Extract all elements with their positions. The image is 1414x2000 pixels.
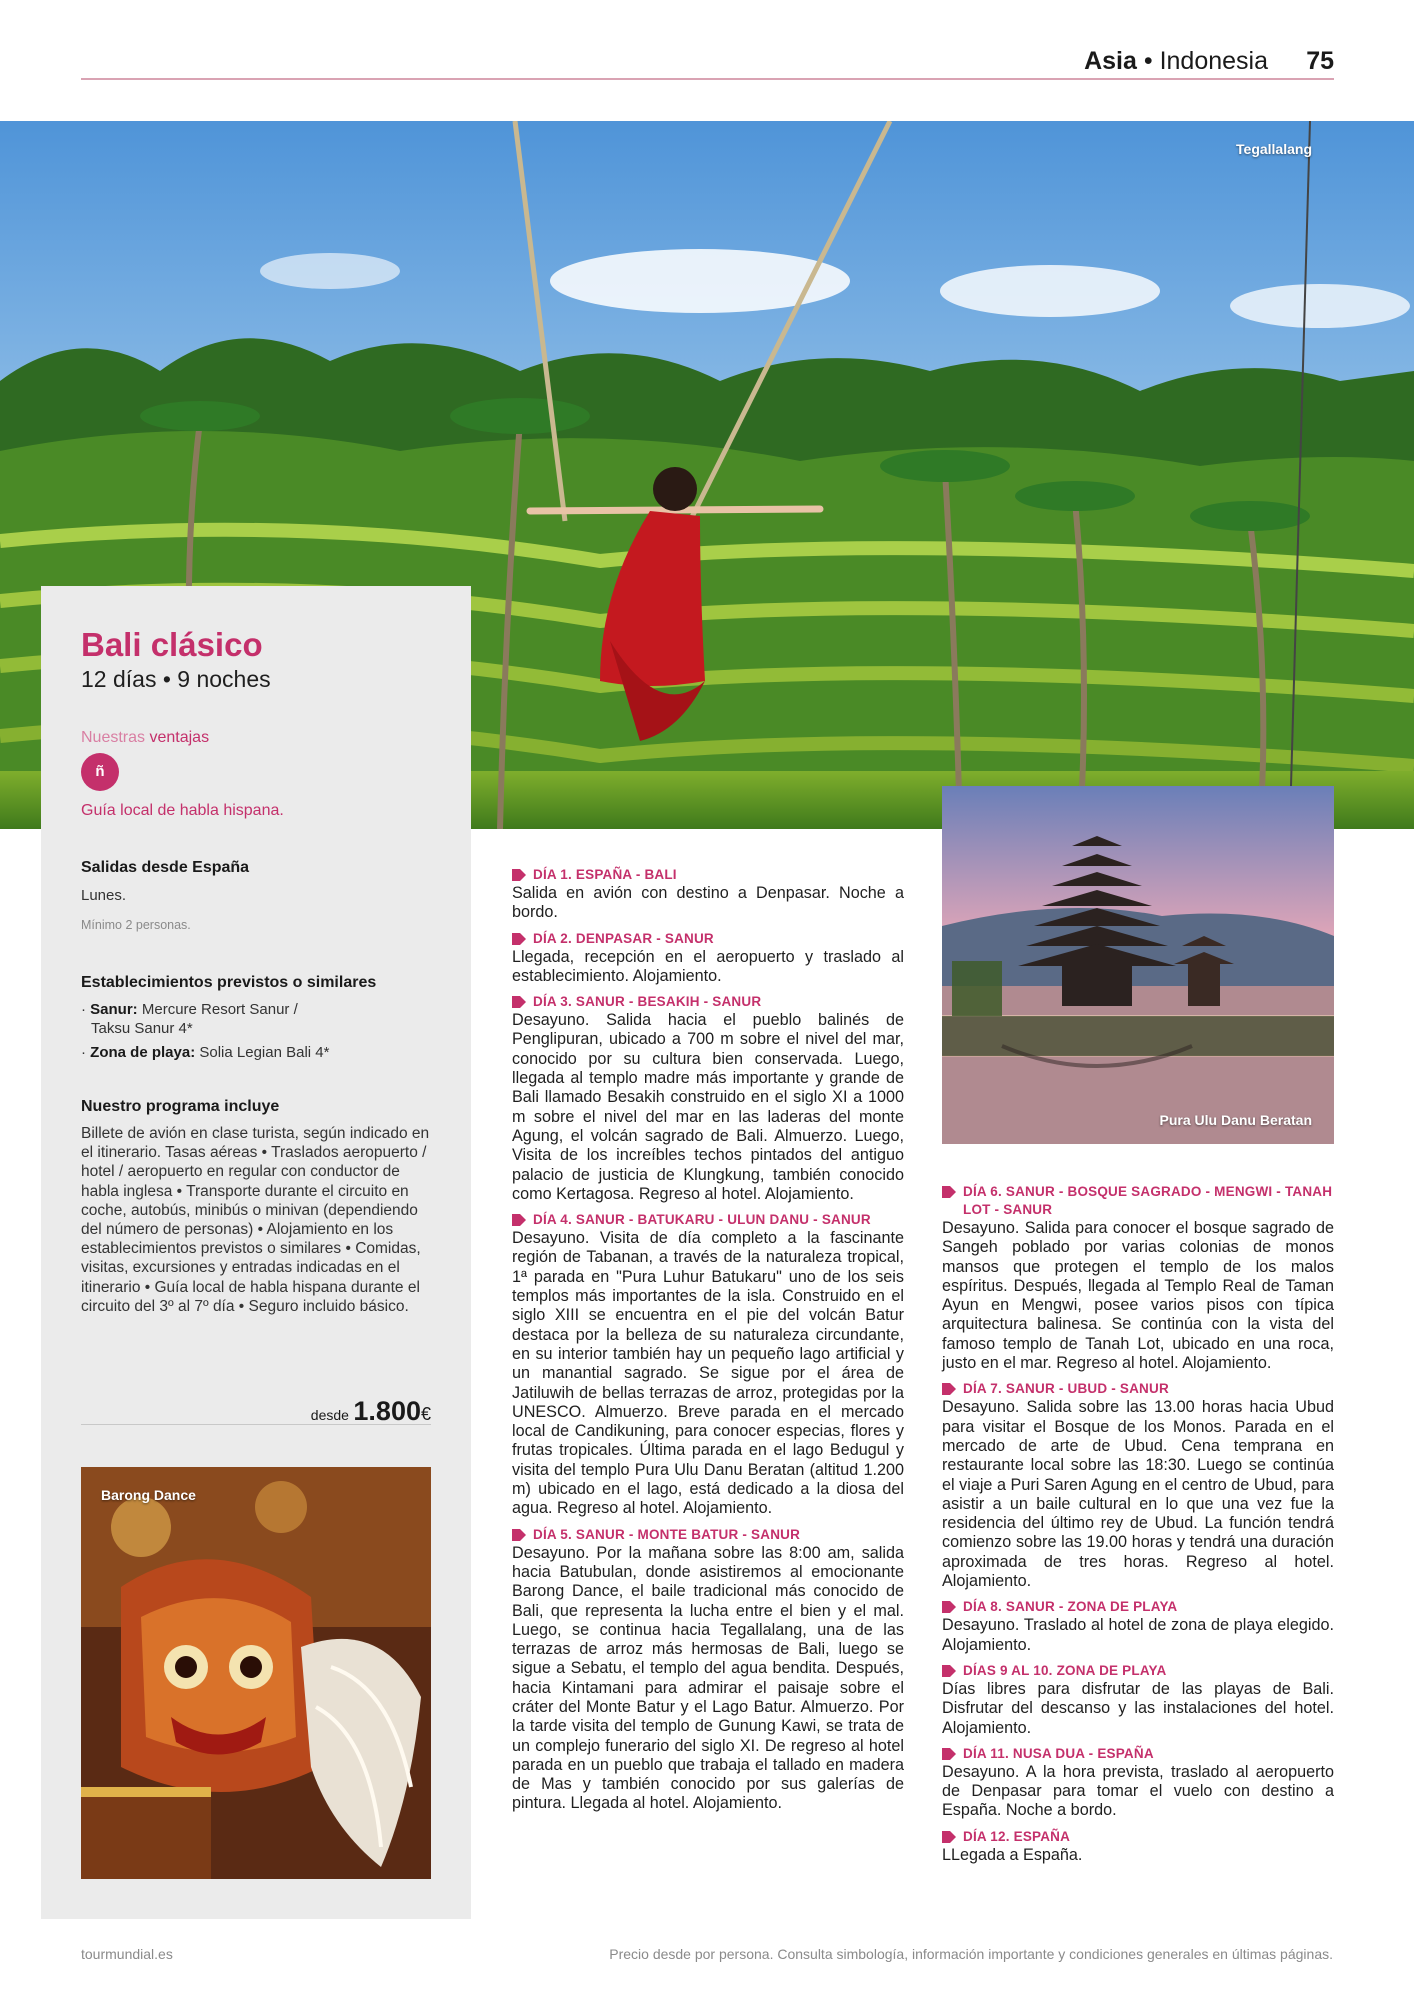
departures-heading: Salidas desde España (81, 859, 250, 876)
day-title-text: DÍA 7. SANUR - UBUD - SANUR (963, 1381, 1169, 1397)
hotel-sanur-value: Mercure Resort Sanur / (141, 1001, 298, 1018)
day-title (942, 1380, 1334, 1398)
day-text: Desayuno. A la hora prevista, traslado al aeropuerto de Denpasar para tomar el vuelo con destino a España. Noche a bordo. (942, 1762, 1334, 1820)
advantages-heading-light: Nuestras (81, 729, 146, 746)
day-text: Desayuno. Salida hacia el pueblo balinés de Penglipuran, ubicado a 700 m sobre el nivel del mar, conocido por su cultura bien conservada. Luego, llegada al templo madre más importante y grande de Bali llamado Besakih construido en el siglo XI a 1000 m sobre el nivel del mar en las laderas del monte Agung, el volcán sagrado de Bali. Almuerzo. Luego, Visita de los increíbles techos pintados del antiguo palacio de justicia de Klungkung, también conocido como Kertagosa. Regreso al hotel. Alojamiento. (512, 1011, 904, 1203)
price-currency: € (420, 1404, 431, 1424)
itinerary-column-1 (512, 866, 904, 1821)
footer-site-link[interactable]: tourmundial.es (81, 1946, 173, 1962)
itinerary-day (512, 1211, 904, 1518)
day-title-text: DÍA 12. ESPAÑA (963, 1828, 1071, 1844)
footer-note: Precio desde por persona. Consulta simbología, información importante y condiciones generales en últimas páginas. (609, 1946, 1333, 1962)
day-arrow-icon (942, 1831, 956, 1843)
barong-dance-photo (81, 1467, 431, 1879)
breadcrumb (1084, 46, 1268, 76)
itinerary-day (942, 1183, 1334, 1373)
day-title-text: DÍAS 9 AL 10. ZONA DE PLAYA (963, 1662, 1167, 1678)
hotel-beach: · Zona de playa: Solia Legian Bali 4* (81, 1044, 330, 1061)
page-number: 75 (1306, 47, 1334, 75)
day-arrow-icon (942, 1665, 956, 1677)
day-title (512, 993, 904, 1011)
day-arrow-icon (942, 1383, 956, 1395)
tour-summary-panel (41, 586, 471, 1919)
itinerary-day (942, 1745, 1334, 1821)
itinerary-day (512, 930, 904, 987)
itinerary-day (512, 866, 904, 923)
day-title (942, 1828, 1334, 1846)
advantage-text: Guía local de habla hispana. (81, 802, 284, 819)
day-title (942, 1183, 1334, 1219)
hotel-sanur-label: Sanur: (90, 1001, 138, 1018)
day-title (512, 866, 904, 884)
day-text: Desayuno. Visita de día completo a la fascinante región de Tabanan, a través de la naturaleza tropical, 1ª parada en "Pura Luhur Batukaru" uno de los seis templos más importantes de la isla. Construido en el siglo XIII se encuentra en el pie del volcán Batur destaca por la belleza de su naturaleza circundante, en su interior también hay un pequeño lago artificial y un manantial sagrado. Se sigue por el área de Jatiluwih de bellas terrazas de arroz, protegidas por la UNESCO. Almuerzo. Breve parada en el mercado local de Candikuning, para conocer especias, flores y frutas tropicales. Última parada en el lago Bedugul y visita del templo Pura Ulu Danu Beratan (altitud 1.200 m) ubicado en el lago, está dedicado a la diosa del agua. Regreso al hotel. Alojamiento. (512, 1229, 904, 1518)
day-arrow-icon (942, 1748, 956, 1760)
price-block (311, 1396, 431, 1427)
pura-illustration (942, 786, 1334, 1144)
day-arrow-icon (512, 1214, 526, 1226)
departures-minimum: Mínimo 2 personas. (81, 918, 191, 932)
day-text: Desayuno. Salida para conocer el bosque sagrado de Sangeh poblado por varias colonias de monos mansos que protegen el templo de los malos espíritus. Después, llegada al Templo Real de Taman Ayun en Mengwi, posee varios pisos con típica arquitectura balinesa. Se continúa con la vista del famoso templo de Tanah Lot, ubicado en una roca, justo en el mar. Regreso al hotel. Alojamiento. (942, 1219, 1334, 1373)
breadcrumb-separator: • (1143, 47, 1153, 75)
departures-day: Lunes. (81, 887, 127, 904)
region-label: Asia (1084, 47, 1137, 75)
spanish-guide-icon: ñ (81, 753, 119, 791)
price-divider (81, 1424, 431, 1425)
day-title (942, 1662, 1334, 1680)
tour-duration: 12 días • 9 noches (81, 666, 271, 692)
day-text: Llegada, recepción en el aeropuerto y traslado al establecimiento. Alojamiento. (512, 947, 904, 985)
itinerary-day (512, 993, 904, 1204)
barong-illustration (81, 1467, 431, 1879)
itinerary-day (942, 1598, 1334, 1655)
pura-photo-label: Pura Ulu Danu Beratan (1159, 1112, 1312, 1128)
day-text: Días libres para disfrutar de las playas de Bali. Disfrutar del descanso y las instalaciones del hotel. Alojamiento. (942, 1679, 1334, 1737)
day-title-text: DÍA 1. ESPAÑA - BALI (533, 867, 677, 882)
day-title (942, 1598, 1334, 1616)
itinerary-day (512, 1526, 904, 1814)
day-title-text: DÍA 6. SANUR - BOSQUE SAGRADO - MENGWI - TANAH LOT - SANUR (963, 1184, 1333, 1217)
itinerary-column-2 (942, 1183, 1334, 1872)
day-arrow-icon (512, 1529, 526, 1541)
hotel-sanur-alt: Taksu Sanur 4* (91, 1020, 193, 1037)
hotel-beach-label: Zona de playa: (90, 1044, 196, 1061)
day-title-text: DÍA 8. SANUR - ZONA DE PLAYA (963, 1599, 1178, 1615)
day-title-text: DÍA 5. SANUR - MONTE BATUR - SANUR (533, 1526, 801, 1542)
day-text: LLegada a España. (942, 1845, 1083, 1864)
includes-heading: Nuestro programa incluye (81, 1098, 280, 1115)
day-title-text: DÍA 3. SANUR - BESAKIH - SANUR (533, 994, 762, 1010)
price-value: 1.800 (353, 1396, 421, 1426)
day-text: Desayuno. Por la mañana sobre las 8:00 am, salida hacia Batubulan, donde asistiremos al emocionante Barong Dance, el baile tradicional más conocido de Bali, que representa la lucha entre el bien y el mal. Luego, se continua hacia Tegallalang, una de las terrazas de arroz más hermosas de Bali, luego se sigue a Sebatu, el templo del agua bendita. Después, hacia Kintamani para admirar el paisaje sobre el cráter del Monte Batur y el Lago Batur. Almuerzo. Por la tarde visita del templo de Gunung Kawi, se trata de un complejo funerario del siglo XI. De regreso al hotel parada en un pueblo que trabaja el tallado en madera de Mas y también conocido por sus galerías de pintura. Llegada al hotel. Alojamiento. (512, 1543, 904, 1813)
pura-ulu-danu-photo (942, 786, 1334, 1144)
day-arrow-icon (512, 996, 526, 1008)
itinerary-day (942, 1380, 1334, 1591)
day-title (942, 1745, 1334, 1763)
day-title-text: DÍA 2. DENPASAR - SANUR (533, 930, 714, 946)
tour-title: Bali clásico (81, 626, 263, 663)
day-title (512, 1211, 904, 1229)
itinerary-day (942, 1662, 1334, 1738)
day-arrow-icon (512, 869, 526, 881)
country-label: Indonesia (1159, 47, 1268, 75)
day-arrow-icon (512, 933, 526, 945)
day-text: Desayuno. Salida sobre las 13.00 horas hacia Ubud para visitar el Bosque de los Monos. Parada en el mercado de arte de Ubud. Cena temprana en restaurante local sobre las 18:30. Luego se continúa el viaje a Puri Saren Agung en el centro de Ubud, para asistir a un baile cultural en lo que una vez fue la residencia del último rey de Ubud. La función tendrá comienzo sobre las 19.00 horas y tendrá una duración aproximada de tres horas. Regreso al hotel. Alojamiento. (942, 1398, 1334, 1591)
advantages-heading (81, 729, 209, 747)
hero-photo-label: Tegallalang (1236, 141, 1312, 157)
day-arrow-icon (942, 1601, 956, 1613)
includes-text: Billete de avión en clase turista, según indicado en el itinerario. Tasas aéreas • Traslados aeropuerto / hotel / aeropuerto en regular con conductor de habla inglesa • Transporte durante el circuito en coche, autobús, minibús o minivan (dependiendo del número de personas) • Alojamiento en los establecimientos previstos o similares • Comidas, visitas, excursiones y entradas indicadas en el itinerario • Guía local de habla hispana durante el circuito del 3º al 7º día • Seguro incluido básico. (81, 1125, 430, 1315)
barong-photo-label: Barong Dance (101, 1487, 196, 1503)
hotels-heading: Establecimientos previstos o similares (81, 974, 377, 991)
advantages-heading-bold: ventajas (149, 729, 210, 746)
day-title-text: DÍA 11. NUSA DUA - ESPAÑA (963, 1745, 1154, 1761)
hotel-sanur: · Sanur: Mercure Resort Sanur / (81, 1001, 298, 1018)
day-text: Salida en avión con destino a Denpasar. Noche a bordo. (512, 884, 904, 922)
itinerary-day (942, 1828, 1334, 1865)
day-arrow-icon (942, 1186, 956, 1198)
day-title (512, 1526, 904, 1544)
page-header (81, 46, 1334, 80)
day-title (512, 930, 904, 948)
hotel-beach-value: Solia Legian Bali 4* (199, 1044, 330, 1061)
day-title-text: DÍA 4. SANUR - BATUKARU - ULUN DANU - SANUR (533, 1212, 871, 1228)
day-text: Desayuno. Traslado al hotel de zona de playa elegido. Alojamiento. (942, 1616, 1334, 1654)
price-label: desde (310, 1407, 349, 1423)
